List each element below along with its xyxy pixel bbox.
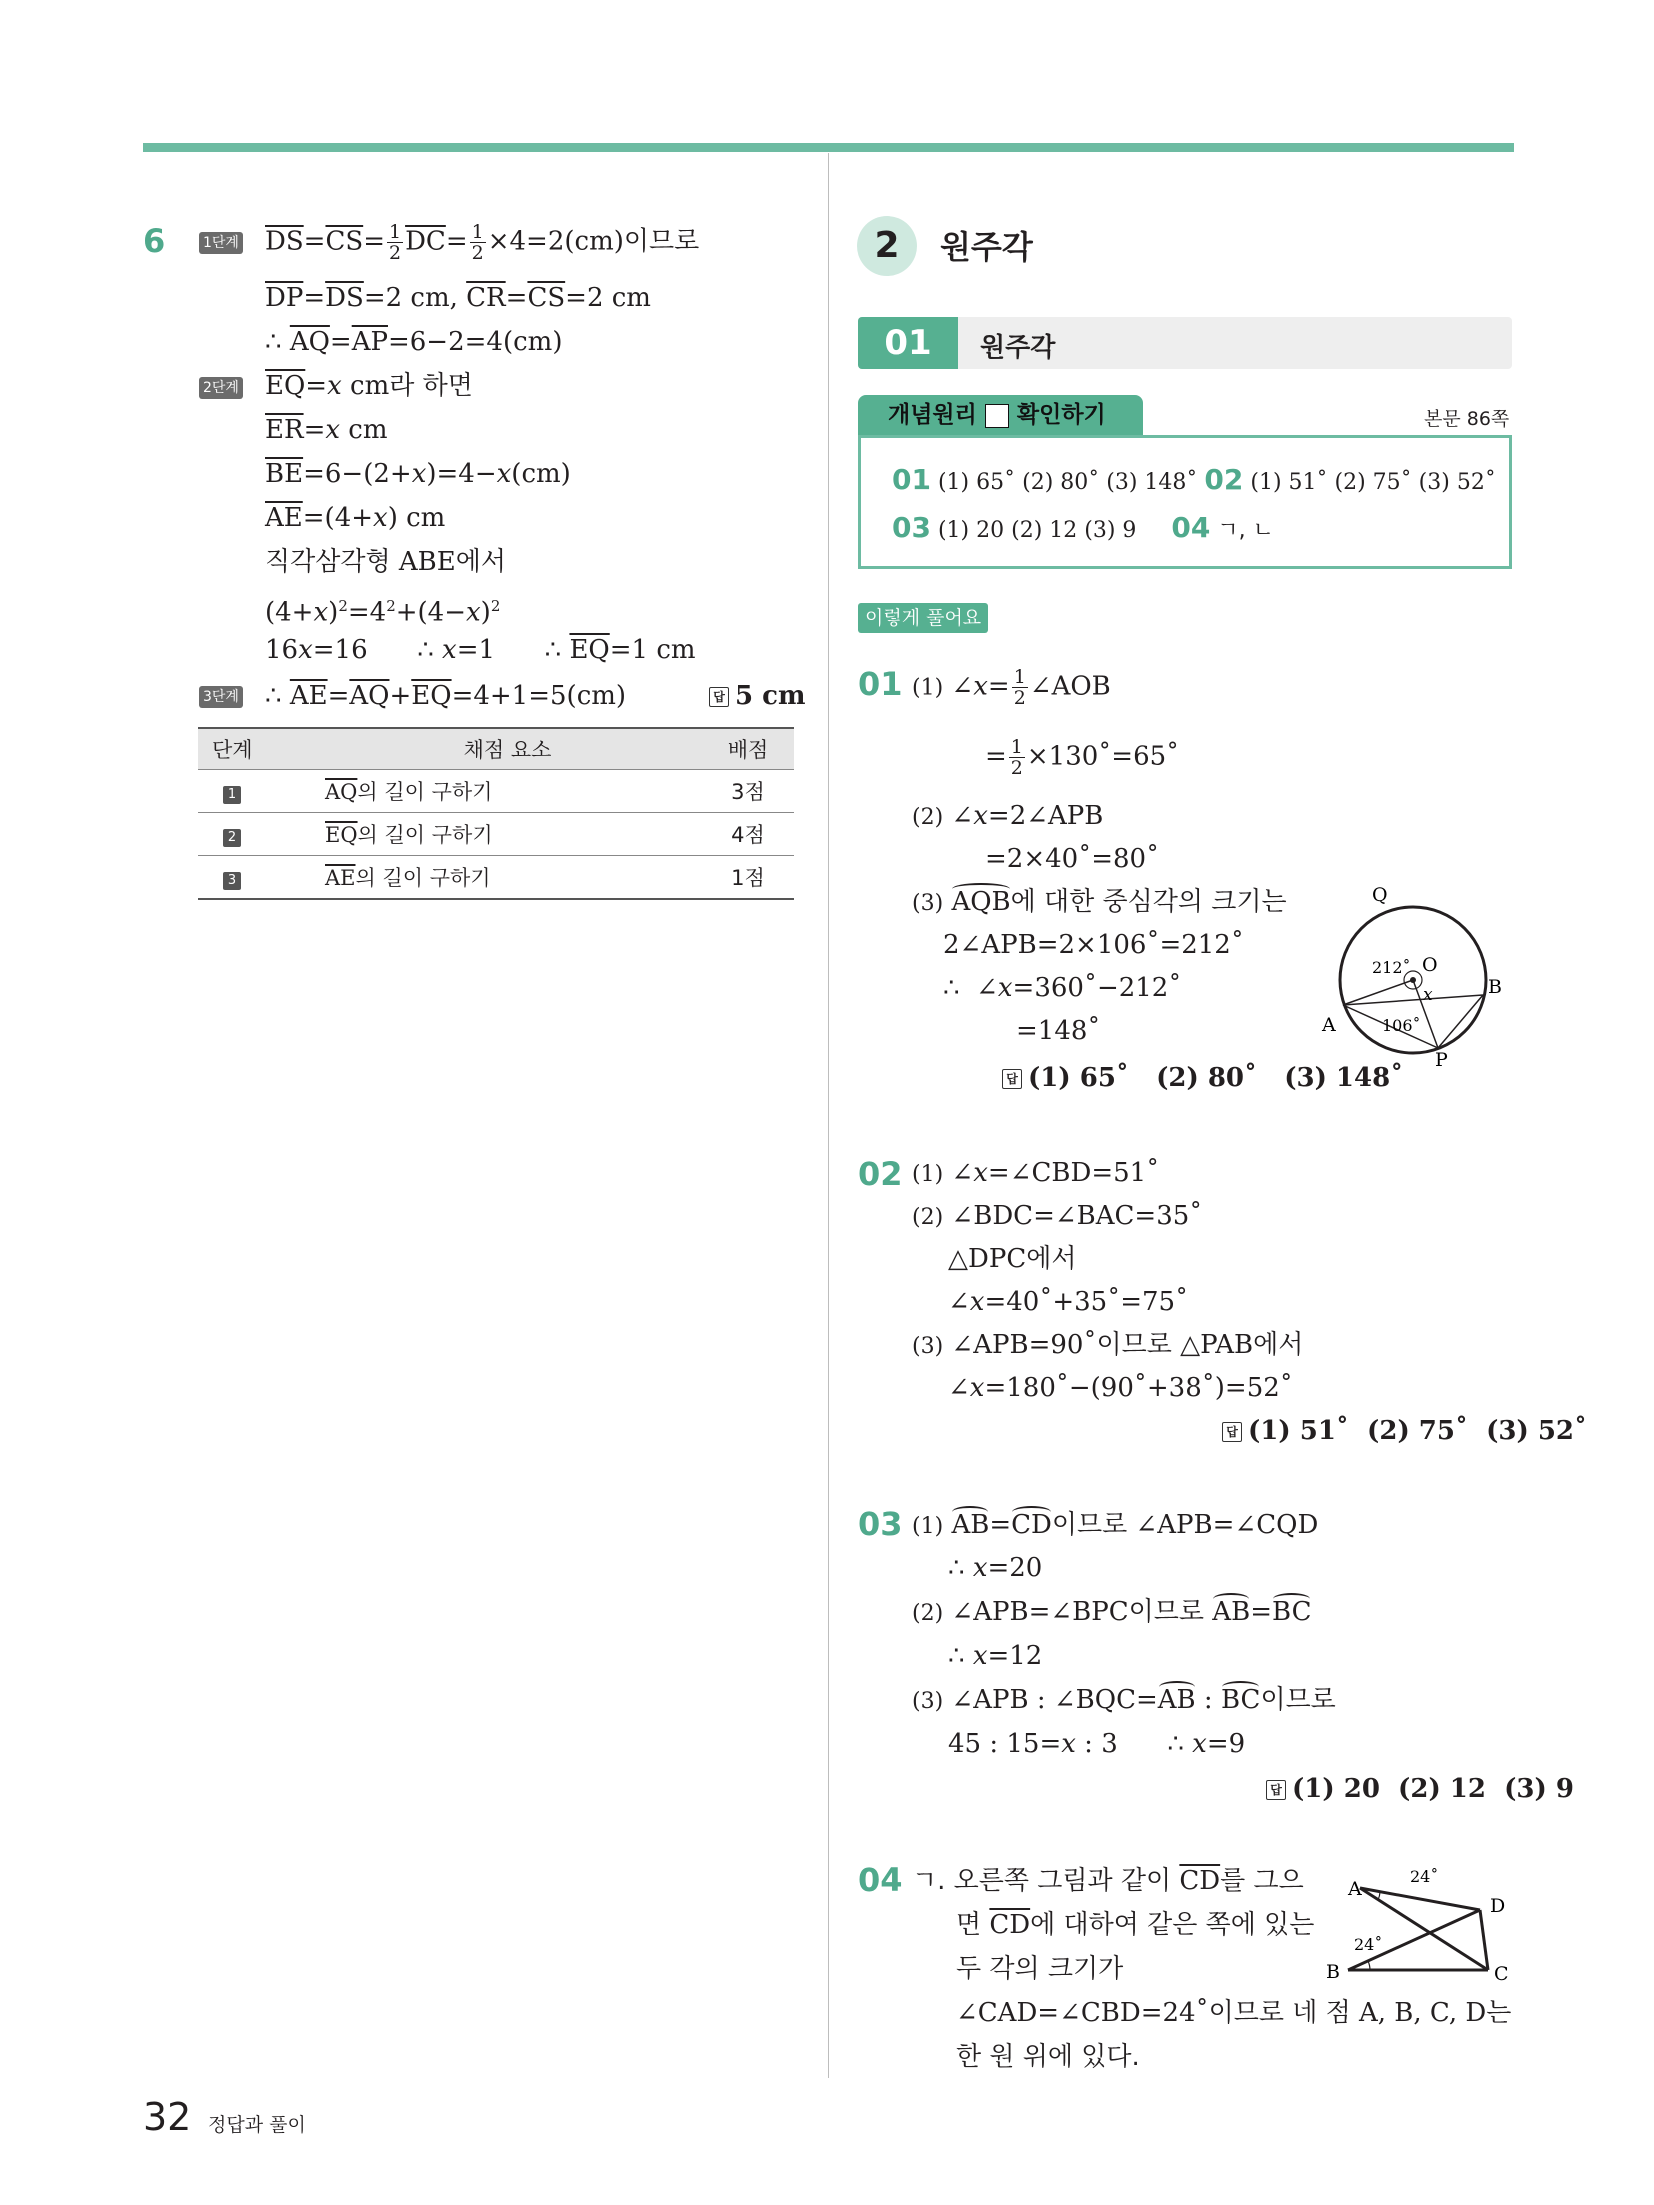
line-step2-6: $(4+x)^2=4^2+(4-x)^2$ xyxy=(265,597,501,628)
step-number: 3 xyxy=(223,872,241,890)
q02-line1: (1) ∠x=∠CBD=51˚ xyxy=(912,1158,1160,1188)
criteria-text: 의 길이 구하기 xyxy=(357,823,493,847)
label-x: x xyxy=(1423,985,1433,1005)
step-number: 2 xyxy=(223,829,241,847)
criteria-text: 의 길이 구하기 xyxy=(355,866,491,890)
top-accent-bar xyxy=(143,143,1514,152)
q04-line3: 두 각의 크기가 xyxy=(956,1954,1124,1984)
q01-line2: = $\frac{1}{2}$ ×130˚=65˚ xyxy=(985,736,1180,779)
concept-answer-row2: 03 (1) 20 (2) 12 (3) 9 04 ㄱ, ㄴ xyxy=(892,511,1274,544)
step2-badge: 2단계 xyxy=(199,377,243,399)
answer-icon: 답 xyxy=(1002,1069,1022,1089)
q04-number: 04 xyxy=(858,1861,903,1899)
q01-line8: =148˚ xyxy=(1016,1016,1101,1046)
solve-tag: 이렇게 풀어요 xyxy=(858,603,988,633)
line-step2-2: $\overline{ER}=x$ cm xyxy=(265,415,388,445)
q03-line1: (1) AB=CD이므로 ∠APB=∠CQD xyxy=(912,1510,1319,1540)
step1-badge: 1단계 xyxy=(199,232,243,254)
criteria-text: 의 길이 구하기 xyxy=(357,780,493,804)
q02-number: 02 xyxy=(858,1155,903,1193)
q02-answer: 답 (1) 51˚ (2) 75˚ (3) 52˚ xyxy=(1222,1415,1587,1447)
line-step3-1: ∴ $\overline{AE}=\overline{AQ}+\overline{EQ}=4+1=5(cm)$ xyxy=(265,681,627,711)
segment-label: $\overline{EQ}$ xyxy=(325,823,358,847)
line-step1-2: $\overline{DP}=\overline{DS}=2$ cm, $\overline{CR}=\overline{CS}=2$ cm xyxy=(265,283,651,313)
q02-line4: ∠x=40˚+35˚=75˚ xyxy=(948,1287,1189,1317)
table-row xyxy=(198,856,794,900)
subsection-title: 원주각 xyxy=(980,333,1056,363)
line-step2-5: 직각삼각형 ABE에서 xyxy=(265,547,506,577)
line-step2-3: $\overline{BE}=6-(2+x)=4-x(cm)$ xyxy=(265,459,571,489)
label-A: A xyxy=(1322,1014,1336,1036)
q03-answer: 답 (1) 20 (2) 12 (3) 9 xyxy=(1266,1773,1574,1805)
q02-line6: ∠x=180˚−(90˚+38˚)=52˚ xyxy=(948,1373,1293,1403)
section-number: 2 xyxy=(857,216,917,276)
label-O: O xyxy=(1422,954,1438,976)
label-B: B xyxy=(1326,1961,1340,1983)
subsection-number: 01 xyxy=(858,317,958,369)
segment-label: $\overline{AE}$ xyxy=(325,866,356,890)
label-212: 212˚ xyxy=(1372,958,1411,977)
answer-icon: 답 xyxy=(1266,1780,1286,1800)
q03-line5: (3) ∠APB : ∠BQC=AB : BC이므로 xyxy=(912,1685,1336,1715)
line-step2-7: 16x=16 ∴ x=1 ∴ $\overline{EQ}=1$ cm xyxy=(265,635,696,665)
circle-figure-1 xyxy=(1320,885,1510,1070)
label-C: C xyxy=(1494,1963,1509,1985)
label-P: P xyxy=(1435,1049,1448,1070)
label-D: D xyxy=(1490,1895,1506,1917)
q03-line6: 45 : 15=x : 3 ∴ x=9 xyxy=(948,1729,1246,1759)
line-step1-1: $\overline{DS}=\overline{CS}=$ $\frac{1}{2}$ $\overline{DC}=$ $\frac{1}{2}$ ×4=2(cm)이므로 xyxy=(265,221,700,264)
segment-label: $\overline{AQ}$ xyxy=(325,780,358,804)
answer-icon: 답 xyxy=(709,687,729,707)
concept-answer-row1: 01 (1) 65˚ (2) 80˚ (3) 148˚ 02 (1) 51˚ (2) 75˚ (3) 52˚ xyxy=(892,463,1496,496)
section-title: 원주각 xyxy=(940,228,1033,266)
q04-line2: 면 $\overline{CD}$에 대하여 같은 쪽에 있는 xyxy=(956,1910,1315,1940)
q04-line1: ㄱ. 오른쪽 그림과 같이 $\overline{CD}$를 그으 xyxy=(912,1866,1304,1896)
footer-label: 정답과 풀이 xyxy=(208,2114,306,2136)
q01-line6: 2∠APB=2×106˚=212˚ xyxy=(943,930,1244,960)
column-divider xyxy=(828,153,829,2078)
points-value: 3점 xyxy=(702,770,794,813)
q01-line7: ∴ ∠x=360˚−212˚ xyxy=(943,973,1182,1003)
concept-answer-box xyxy=(858,435,1512,569)
page-number: 32 xyxy=(143,2095,192,2139)
line-step1-3: ∴ $\overline{AQ}=\overline{AP}=6-2=4(cm)$ xyxy=(265,327,563,357)
points-value: 1점 xyxy=(702,856,794,900)
q03-line2: ∴ x=20 xyxy=(948,1553,1043,1583)
q01-line5: (3) AQB에 대한 중심각의 크기는 xyxy=(912,887,1287,917)
q02-line2: (2) ∠BDC=∠BAC=35˚ xyxy=(912,1201,1203,1231)
q01-answer: 답 (1) 65˚ (2) 80˚ (3) 148˚ xyxy=(1002,1062,1403,1094)
q01-line1: (1) ∠x= $\frac{1}{2}$ ∠AOB xyxy=(912,666,1111,709)
label-24-top: 24˚ xyxy=(1410,1867,1439,1886)
points-value: 4점 xyxy=(702,813,794,856)
label-Q: Q xyxy=(1372,885,1388,906)
col-points: 배점 xyxy=(702,728,794,770)
answer-icon: 답 xyxy=(1222,1422,1242,1442)
label-106: 106˚ xyxy=(1382,1016,1421,1035)
line-step2-4: $\overline{AE}=(4+x)$ cm xyxy=(265,503,446,533)
q02-line5: (3) ∠APB=90˚이므로 △PAB에서 xyxy=(912,1330,1304,1360)
q04-line4: ∠CAD=∠CBD=24˚이므로 네 점 A, B, C, D는 xyxy=(956,1998,1512,2028)
label-B: B xyxy=(1488,976,1502,998)
label-A: A xyxy=(1348,1878,1362,1900)
q03-line4: ∴ x=12 xyxy=(948,1641,1043,1671)
col-criteria: 채점 요소 xyxy=(313,728,702,770)
step3-answer: 답 5 cm xyxy=(709,680,805,712)
concept-tab: 개념원리 확인하기 xyxy=(858,395,1143,435)
notebook-icon xyxy=(985,404,1009,428)
table-row xyxy=(198,770,794,813)
q03-line3: (2) ∠APB=∠BPC이므로 AB=BC xyxy=(912,1597,1312,1627)
q01-line4: =2×40˚=80˚ xyxy=(985,844,1160,874)
q04-line5: 한 원 위에 있다. xyxy=(956,2042,1140,2072)
score-table xyxy=(198,727,794,900)
q02-line3: △DPC에서 xyxy=(948,1244,1077,1274)
q01-number: 01 xyxy=(858,665,903,703)
label-24-bottom: 24˚ xyxy=(1354,1935,1383,1954)
step3-badge: 3단계 xyxy=(199,686,243,708)
line-step2-1: $\overline{EQ}=x$ cm라 하면 xyxy=(265,371,473,401)
table-row xyxy=(198,813,794,856)
q03-number: 03 xyxy=(858,1505,903,1543)
page-reference: 본문 86쪽 xyxy=(1424,408,1510,430)
step-number: 1 xyxy=(223,786,241,804)
quadrilateral-figure xyxy=(1310,1860,1510,1990)
q01-line3: (2) ∠x=2∠APB xyxy=(912,801,1104,831)
col-step: 단계 xyxy=(198,728,313,770)
problem-number: 6 xyxy=(143,222,166,260)
